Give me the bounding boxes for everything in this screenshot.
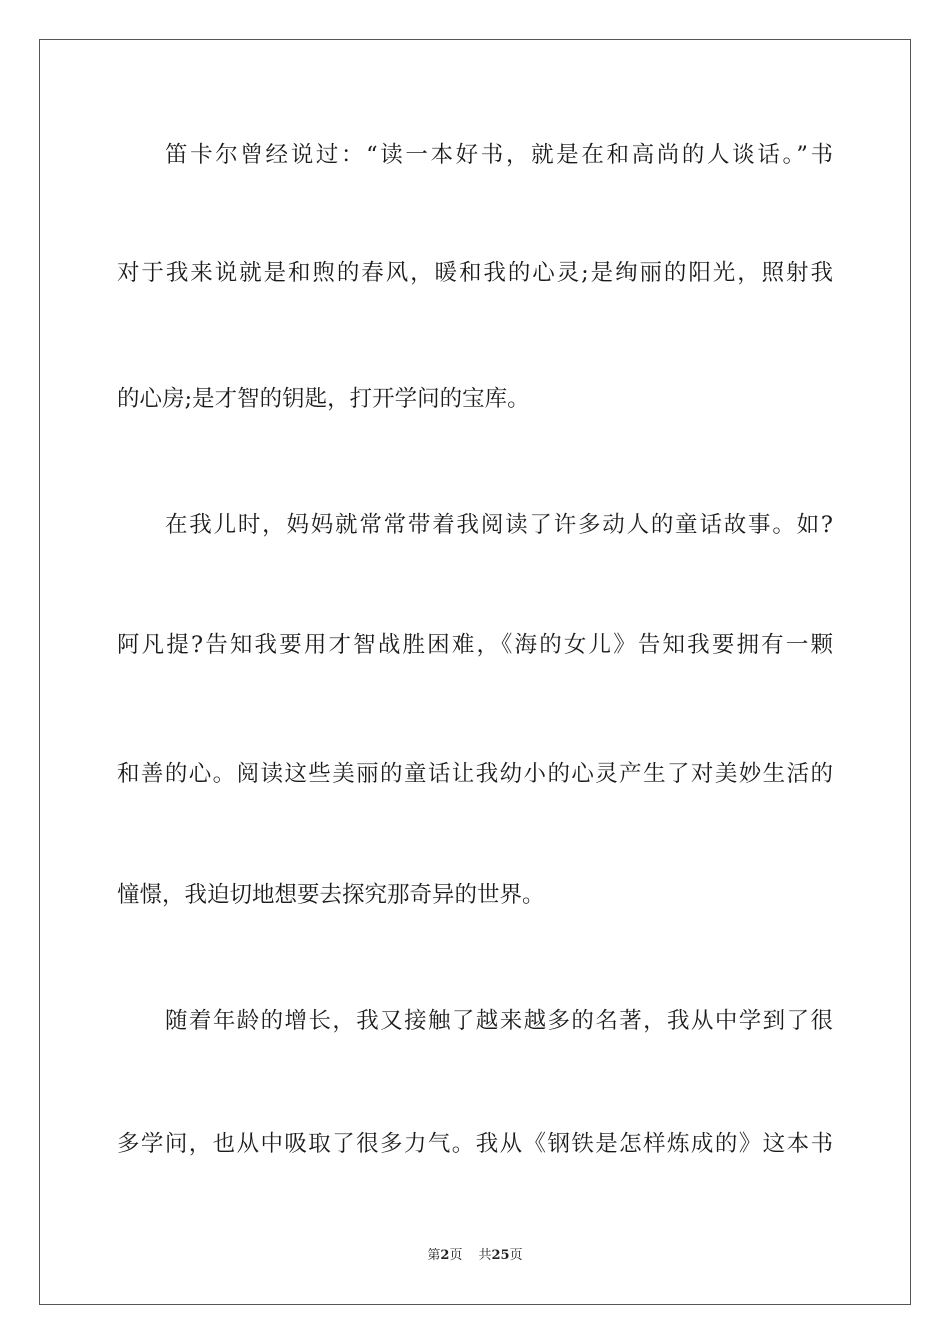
paragraph-1-line-3: 的心房;是才智的钥匙，打开学问的宝库。 (117, 386, 530, 412)
page-footer (0, 1247, 950, 1265)
paragraph-2-line-2: 阿凡提?告知我要用才智战胜困难，《海的女儿》告知我要拥有一颗 (117, 632, 833, 658)
page-suffix: 页 (449, 1248, 463, 1263)
total-prefix: 共 (478, 1248, 492, 1263)
paragraph-2-line-1: 在我儿时，妈妈就常常带着我阅读了许多动人的童话故事。如? (165, 512, 833, 538)
total-suffix: 页 (509, 1248, 523, 1263)
page-frame (39, 39, 911, 1305)
paragraph-1-line-1: 笛卡尔曾经说过：“读一本好书，就是在和高尚的人谈话。”书 (165, 142, 833, 168)
paragraph-2-line-4: 憧憬，我迫切地想要去探究那奇异的世界。 (117, 882, 545, 908)
page-number: 2 (440, 1248, 450, 1263)
page-prefix: 第 (427, 1248, 441, 1263)
paragraph-1-line-2: 对于我来说就是和煦的春风，暖和我的心灵;是绚丽的阳光，照射我 (117, 260, 833, 286)
paragraph-3-line-2: 多学问，也从中吸取了很多力气。我从《钢铁是怎样炼成的》这本书 (117, 1131, 833, 1157)
paragraph-3-line-1: 随着年龄的增长，我又接触了越来越多的名著，我从中学到了很 (165, 1008, 833, 1034)
paragraph-2-line-3: 和善的心。阅读这些美丽的童话让我幼小的心灵产生了对美妙生活的 (117, 761, 833, 787)
total-pages: 25 (491, 1248, 510, 1263)
